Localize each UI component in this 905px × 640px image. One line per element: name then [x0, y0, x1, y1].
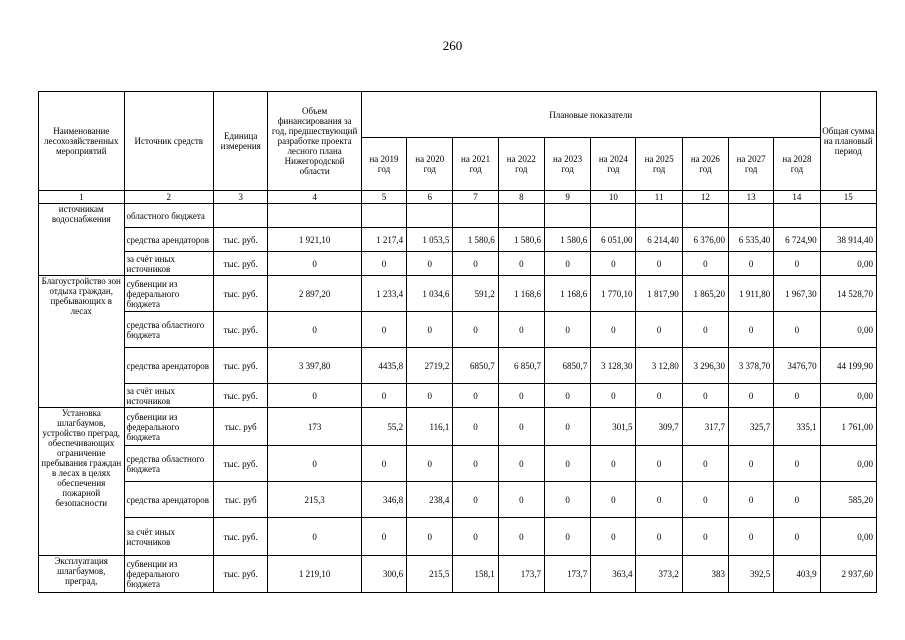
funding-source: средства областного бюджета	[124, 312, 214, 348]
year-value: 0	[544, 518, 590, 556]
year-value: 0	[361, 252, 406, 276]
prior-year-value: 3 397,80	[268, 348, 362, 384]
year-value: 309,7	[636, 408, 682, 446]
year-value: 1 233,4	[361, 276, 406, 312]
year-value: 403,9	[774, 556, 820, 593]
column-number: 13	[729, 191, 774, 204]
table-row	[39, 482, 877, 518]
unit: тыс. руб.	[214, 518, 268, 556]
year-value: 0	[774, 518, 820, 556]
year-value	[729, 204, 774, 228]
total-value: 0,00	[820, 518, 876, 556]
year-value: 0	[682, 384, 728, 408]
year-value: 0	[591, 384, 636, 408]
year-value: 116,1	[407, 408, 453, 446]
year-value: 1 817,90	[636, 276, 682, 312]
activity-name: Установка шлагбаумов, устройство преград, обеспечивающих ограничение пребывания граждан в лесах в целях обеспечения пожарной безопасности	[39, 408, 125, 556]
prior-year-value: 2 897,20	[268, 276, 362, 312]
year-value	[591, 204, 636, 228]
column-number: 2	[124, 191, 214, 204]
total-value: 44 199,90	[820, 348, 876, 384]
year-value: 346,8	[361, 482, 406, 518]
year-value: 301,5	[591, 408, 636, 446]
activity-name: Эксплуатация шлагбаумов, преград,	[39, 556, 125, 593]
table-row	[39, 556, 877, 593]
year-value	[774, 204, 820, 228]
table-row	[39, 276, 877, 312]
year-value: 0	[774, 384, 820, 408]
year-value: 0	[453, 252, 498, 276]
prior-year-value: 1 921,10	[268, 228, 362, 252]
header-year: на 2024 год	[591, 138, 636, 191]
activity-name: Благоустройство зон отдыха граждан, пребывающих в лесах	[39, 276, 125, 408]
year-value: 0	[682, 482, 728, 518]
unit: тыс. руб.	[214, 312, 268, 348]
year-value: 1 580,6	[498, 228, 544, 252]
table-row	[39, 348, 877, 384]
year-value: 0	[498, 408, 544, 446]
table-row	[39, 384, 877, 408]
year-value: 0	[361, 446, 406, 482]
year-value: 0	[407, 518, 453, 556]
total-value	[820, 204, 876, 228]
total-value: 585,20	[820, 482, 876, 518]
table-row	[39, 446, 877, 482]
year-value: 6 724,90	[774, 228, 820, 252]
year-value: 3 128,30	[591, 348, 636, 384]
unit: тыс. руб.	[214, 384, 268, 408]
column-number: 12	[682, 191, 728, 204]
total-value: 0,00	[820, 446, 876, 482]
prior-year-value	[268, 204, 362, 228]
year-value: 0	[453, 384, 498, 408]
prior-year-value: 0	[268, 312, 362, 348]
prior-year-value: 0	[268, 384, 362, 408]
header-year: на 2028 год	[774, 138, 820, 191]
year-value	[498, 204, 544, 228]
year-value: 0	[636, 518, 682, 556]
year-value: 0	[591, 252, 636, 276]
year-value: 0	[774, 312, 820, 348]
column-number: 6	[407, 191, 453, 204]
header-activity: Наименование лесохозяйственных мероприятий	[39, 92, 125, 191]
year-value: 6850,7	[544, 348, 590, 384]
funding-source: за счёт иных источников	[124, 518, 214, 556]
column-number: 3	[214, 191, 268, 204]
year-value: 1 580,6	[544, 228, 590, 252]
year-value: 0	[774, 252, 820, 276]
year-value: 1 770,10	[591, 276, 636, 312]
year-value: 173,7	[498, 556, 544, 593]
column-number: 9	[544, 191, 590, 204]
year-value: 0	[498, 384, 544, 408]
funding-source: субвенции из федерального бюджета	[124, 408, 214, 446]
unit: тыс. руб.	[214, 446, 268, 482]
table-row	[39, 228, 877, 252]
year-value: 0	[544, 252, 590, 276]
year-value: 1 865,20	[682, 276, 728, 312]
column-number: 7	[453, 191, 498, 204]
year-value: 300,6	[361, 556, 406, 593]
year-value: 0	[544, 446, 590, 482]
year-value: 0	[682, 252, 728, 276]
year-value: 1 911,80	[729, 276, 774, 312]
year-value: 1 053,5	[407, 228, 453, 252]
year-value: 0	[636, 446, 682, 482]
year-value: 335,1	[774, 408, 820, 446]
column-number: 10	[591, 191, 636, 204]
year-value: 3476,70	[774, 348, 820, 384]
header-year: на 2020 год	[407, 138, 453, 191]
year-value: 6 850,7	[498, 348, 544, 384]
year-value: 0	[682, 312, 728, 348]
year-value: 0	[544, 408, 590, 446]
unit: тыс. руб	[214, 482, 268, 518]
year-value	[453, 204, 498, 228]
year-value: 0	[591, 446, 636, 482]
prior-year-value: 1 219,10	[268, 556, 362, 593]
table-row	[39, 408, 877, 446]
prior-year-value: 215,3	[268, 482, 362, 518]
unit	[214, 204, 268, 228]
year-value: 0	[407, 252, 453, 276]
column-number: 8	[498, 191, 544, 204]
year-value: 1 580,6	[453, 228, 498, 252]
header-year: на 2022 год	[498, 138, 544, 191]
year-value	[361, 204, 406, 228]
funding-source: средства арендаторов	[124, 228, 214, 252]
year-value: 1 168,6	[498, 276, 544, 312]
unit: тыс. руб.	[214, 348, 268, 384]
funding-source: субвенции из федерального бюджета	[124, 276, 214, 312]
prior-year-value: 0	[268, 518, 362, 556]
year-value: 0	[729, 518, 774, 556]
year-value: 0	[591, 312, 636, 348]
header-planned: Плановые показатели	[361, 92, 820, 138]
header-prior-volume: Объем финансирования за год, предшествующий разработке проекта лесного плана Нижегородской области	[268, 92, 362, 191]
header-year: на 2025 год	[636, 138, 682, 191]
unit: тыс. руб.	[214, 228, 268, 252]
column-number: 1	[39, 191, 125, 204]
unit: тыс. руб	[214, 408, 268, 446]
year-value: 0	[453, 482, 498, 518]
year-value: 0	[636, 312, 682, 348]
year-value: 392,5	[729, 556, 774, 593]
year-value: 0	[498, 252, 544, 276]
financing-table	[38, 91, 877, 593]
total-value: 2 937,60	[820, 556, 876, 593]
year-value: 0	[407, 312, 453, 348]
funding-source: областного бюджета	[124, 204, 214, 228]
prior-year-value: 0	[268, 252, 362, 276]
year-value: 6 376,00	[682, 228, 728, 252]
header-year: на 2027 год	[729, 138, 774, 191]
year-value: 0	[498, 312, 544, 348]
year-value: 158,1	[453, 556, 498, 593]
total-value: 14 528,70	[820, 276, 876, 312]
column-number: 14	[774, 191, 820, 204]
year-value: 363,4	[591, 556, 636, 593]
year-value: 1 034,6	[407, 276, 453, 312]
year-value: 373,2	[636, 556, 682, 593]
year-value: 0	[636, 384, 682, 408]
year-value: 0	[361, 518, 406, 556]
year-value	[544, 204, 590, 228]
year-value: 0	[453, 446, 498, 482]
funding-source: средства областного бюджета	[124, 446, 214, 482]
total-value: 0,00	[820, 252, 876, 276]
table-row	[39, 204, 877, 228]
year-value: 0	[544, 482, 590, 518]
header-year: на 2023 год	[544, 138, 590, 191]
year-value: 0	[453, 518, 498, 556]
funding-source: субвенции из федерального бюджета	[124, 556, 214, 593]
year-value: 1 168,6	[544, 276, 590, 312]
year-value: 238,4	[407, 482, 453, 518]
year-value: 215,5	[407, 556, 453, 593]
year-value: 6 535,40	[729, 228, 774, 252]
year-value: 0	[591, 518, 636, 556]
unit: тыс. руб.	[214, 252, 268, 276]
total-value: 1 761,00	[820, 408, 876, 446]
year-value: 383	[682, 556, 728, 593]
year-value: 0	[591, 482, 636, 518]
year-value: 317,7	[682, 408, 728, 446]
column-number: 4	[268, 191, 362, 204]
year-value: 0	[498, 518, 544, 556]
column-number: 15	[820, 191, 876, 204]
column-number: 11	[636, 191, 682, 204]
year-value: 0	[544, 384, 590, 408]
year-value: 0	[729, 252, 774, 276]
year-value: 6 214,40	[636, 228, 682, 252]
funding-source: за счёт иных источников	[124, 384, 214, 408]
table-row	[39, 312, 877, 348]
year-value: 0	[636, 482, 682, 518]
year-value: 0	[729, 446, 774, 482]
year-value: 0	[774, 446, 820, 482]
table-row	[39, 252, 877, 276]
year-value: 0	[407, 446, 453, 482]
funding-source: за счёт иных источников	[124, 252, 214, 276]
year-value: 1 967,30	[774, 276, 820, 312]
year-value: 3 12,80	[636, 348, 682, 384]
header-year: на 2021 год	[453, 138, 498, 191]
header-unit: Единица измерения	[214, 92, 268, 191]
unit: тыс. руб.	[214, 556, 268, 593]
year-value: 4435,8	[361, 348, 406, 384]
year-value: 0	[361, 312, 406, 348]
year-value: 3 296,30	[682, 348, 728, 384]
year-value: 0	[682, 446, 728, 482]
table-row	[39, 518, 877, 556]
year-value	[682, 204, 728, 228]
page-number: 260	[442, 38, 463, 53]
year-value: 0	[729, 312, 774, 348]
prior-year-value: 0	[268, 446, 362, 482]
header-year: на 2026 год	[682, 138, 728, 191]
year-value: 173,7	[544, 556, 590, 593]
year-value	[636, 204, 682, 228]
year-value: 0	[774, 482, 820, 518]
year-value: 0	[682, 518, 728, 556]
year-value: 1 217,4	[361, 228, 406, 252]
year-value: 0	[453, 408, 498, 446]
year-value: 0	[361, 384, 406, 408]
year-value: 3 378,70	[729, 348, 774, 384]
column-number: 5	[361, 191, 406, 204]
year-value: 0	[729, 482, 774, 518]
year-value: 0	[636, 252, 682, 276]
year-value: 6850,7	[453, 348, 498, 384]
year-value: 0	[544, 312, 590, 348]
year-value: 55,2	[361, 408, 406, 446]
year-value: 0	[498, 446, 544, 482]
year-value: 0	[498, 482, 544, 518]
total-value: 0,00	[820, 384, 876, 408]
year-value: 0	[453, 312, 498, 348]
unit: тыс. руб.	[214, 276, 268, 312]
funding-source: средства арендаторов	[124, 482, 214, 518]
year-value: 591,2	[453, 276, 498, 312]
year-value: 6 051,00	[591, 228, 636, 252]
year-value: 0	[407, 384, 453, 408]
year-value: 325,7	[729, 408, 774, 446]
header-year: на 2019 год	[361, 138, 406, 191]
funding-source: средства арендаторов	[124, 348, 214, 384]
year-value: 0	[729, 384, 774, 408]
total-value: 0,00	[820, 312, 876, 348]
year-value: 2719,2	[407, 348, 453, 384]
header-total: Общая сумма на плановый период	[820, 92, 876, 191]
total-value: 38 914,40	[820, 228, 876, 252]
header-source: Источник средств	[124, 92, 214, 191]
activity-name: источникам водоснабжения	[39, 204, 125, 276]
year-value	[407, 204, 453, 228]
prior-year-value: 173	[268, 408, 362, 446]
